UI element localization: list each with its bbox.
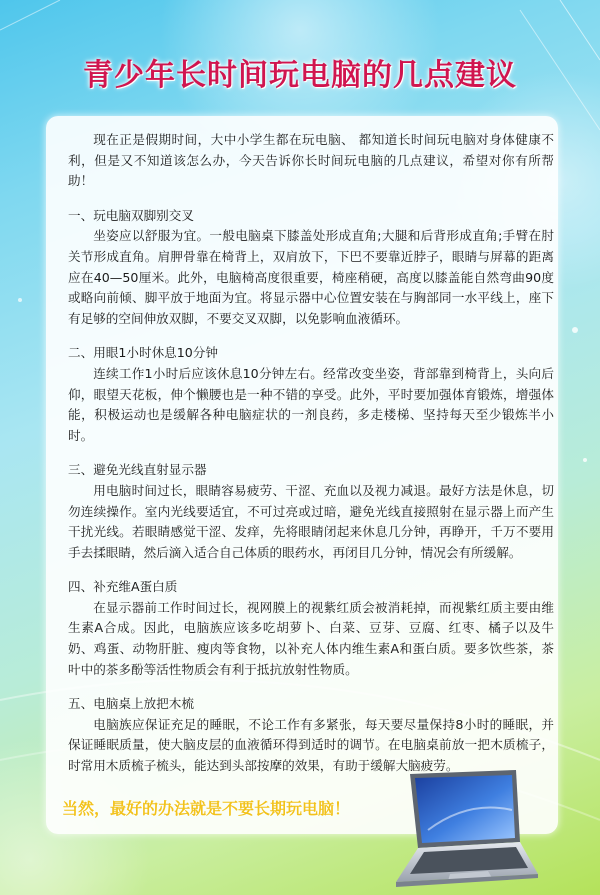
section-heading-2: 二、用眼1小时休息10分钟 [68, 345, 218, 361]
section-heading-4: 四、补充维A蛋白质 [68, 579, 178, 595]
section-heading-1: 一、玩电脑双脚别交叉 [68, 207, 194, 223]
section-body-5: 电脑族应保证充足的睡眠，不论工作有多紧张，每天要尽量保持8小时的睡眠，并保证睡眠质量，使大脑皮层的血液循环得到适时的调节。在电脑桌前放一把木质梳子，时常用木质梳子梳头，能达到头部按摩的效果，有助于缓解大脑疲劳。 [68, 716, 554, 774]
section-heading-5: 五、电脑桌上放把木梳 [68, 696, 194, 712]
section-body-2: 连续工作1小时后应该休息10分钟左右。经常改变坐姿，背部靠到椅背上，头向后仰，眼望天花板，伸个懒腰也是一种不错的享受。此外，平时要加强体育锻炼，增强体能，积极运动也是缓解各种电脑症状的一剂良药，多走楼梯、坚持每天至少锻炼半小时。 [68, 365, 554, 443]
page-title: 青少年长时间玩电脑的几点建议 [83, 58, 517, 93]
laptop-icon [388, 770, 538, 888]
section-body-4: 在显示器前工作时间过长，视网膜上的视紫红质会被消耗掉，而视紫红质主要由维生素A合成。因此，电脑族应该多吃胡萝卜、白菜、豆芽、豆腐、红枣、橘子以及牛奶、鸡蛋、动物肝脏、瘦肉等食物，以补充人体内维生素A和蛋白质。要多饮些茶，茶叶中的茶多酚等活性物质会有利于抵抗放射性物质。 [68, 599, 554, 677]
article-content [68, 130, 554, 777]
footer-tagline: 当然，最好的办法就是不要长期玩电脑！ [62, 799, 351, 818]
section-body-3: 用电脑时间过长，眼睛容易疲劳、干涩、充血以及视力减退。最好方法是休息，切勿连续操作。室内光线要适宜，不可过亮或过暗，避免光线直接照射在显示器上而产生干扰光线。若眼睛感觉干涩、发痒，先将眼睛闭起来休息几分钟，再睁开，千万不要用手去揉眼睛，然后滴入适合自己体质的眼药水，再闭目几分钟，情况会有所缓解。 [68, 482, 554, 560]
section-body-1: 坐姿应以舒服为宜。一般电脑桌下膝盖处形成直角;大腿和后背形成直角;手臂在肘关节形成直角。肩胛骨靠在椅背上，双肩放下，下巴不要靠近脖子，眼睛与屏幕的距离应在40—50厘米。此外，电脑椅高度很重要，椅座稍硬，高度以膝盖能自然弯曲90度或略向前倾、脚平放于地面为宜。将显示器中心位置安装在与胸部同一水平线上，座下有足够的空间伸放双脚，不要交叉双脚，以免影响血液循环。 [68, 228, 554, 326]
intro-paragraph: 现在正是假期时间，大中小学生都在玩电脑、 都知道长时间玩电脑对身体健康不利，但是又不知道该怎么办，今天告诉你长时间玩电脑的几点建议，希望对你有所帮助！ [68, 132, 554, 189]
section-heading-3: 三、避免光线直射显示器 [68, 462, 207, 478]
